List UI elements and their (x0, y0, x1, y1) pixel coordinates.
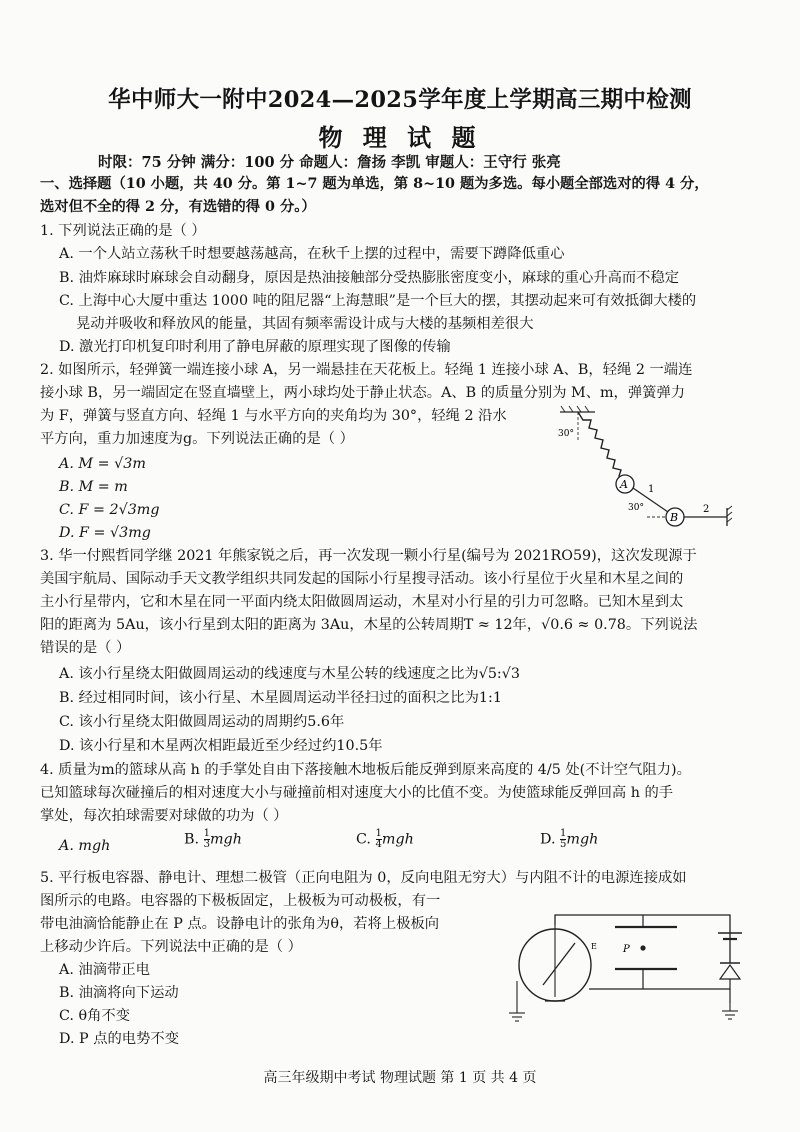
q3-option-a: A. 该小行星绕太阳做圆周运动的线速度与木星公转的线速度之比为√5:√3 (59, 666, 520, 682)
q4-option-d (540, 829, 598, 850)
e-label: E (591, 942, 597, 951)
q4-option-a: A. mgh (59, 838, 111, 854)
page-footer: 高三年级期中考试 物理试题 第 1 页 共 4 页 (263, 1070, 537, 1086)
rope-1-label: 1 (648, 484, 655, 495)
q2-spring-balls-figure (555, 400, 745, 535)
q4-option-b-num: 1 (203, 828, 210, 839)
electrometer-needle (543, 943, 575, 985)
q1-option-b: B. 油炸麻球时麻球会自动翻身，原因是热油接触部分受热膨胀密度变小，麻球的重心升高而不稳定 (59, 270, 680, 286)
q4-stem-line3: 掌处，每次拍球需要对球做的功为（ ） (40, 808, 288, 824)
q3-stem-line2: 美国宇航局、国际动手天文教学组织共同发起的国际小行星搜寻活动。该小行星位于火星和木星之间的 (40, 571, 684, 587)
q5-option-d: D. P 点的电势不变 (59, 1031, 179, 1047)
q5-option-b: B. 油滴将向下运动 (59, 985, 179, 1001)
ceiling-hatch (561, 406, 589, 412)
q5-stem-line3: 带电油滴恰能静止在 P 点。设静电计的张角为θ，若将上极板向 (40, 916, 440, 932)
wall-hatch (727, 506, 732, 522)
q4-stem-line2: 已知篮球每次碰撞后的相对速度大小与碰撞前相对速度大小的比值不变。为使篮球能反弹回高 h 的手 (40, 785, 674, 801)
q1-stem: 1. 下列说法正确的是（ ） (40, 223, 206, 239)
q4-option-b-tail: mgh (209, 831, 242, 848)
q3-option-d: D. 该小行星和木星两次相距最近至少经过约10.5年 (59, 738, 383, 754)
point-p-label: P (623, 944, 630, 955)
bottom-wire (589, 979, 730, 989)
q5-stem-line1: 5. 平行板电容器、静电计、理想二极管（正向电阻为 0，反向电阻无穷大）与内阻不计的电源连接成如 (40, 870, 687, 886)
oil-drop-point (640, 945, 645, 950)
q4-option-b-label: B. (184, 831, 200, 848)
q4-option-b (184, 829, 242, 850)
q1-option-c-line2: 晃动并吸收和释放风的能量，其固有频率需设计成与大楼的基频相差很大 (76, 316, 534, 332)
q4-option-d-tail: mgh (566, 831, 599, 848)
q4-option-b-den: 3 (203, 839, 210, 850)
ground-left (509, 981, 525, 1021)
q1-option-a: A. 一个人站立荡秋千时想要越荡越高，在秋千上摆的过程中，需要下蹲降低重心 (59, 246, 565, 262)
angle-rope-label: 30° (628, 503, 644, 513)
ball-b-label: B (670, 511, 679, 524)
q4-stem-line1: 4. 质量为m的篮球从高 h 的手掌处自由下落接触木地板后能反弹到原来高度的 4/5 处(不计空气阻力)。 (40, 762, 691, 778)
exam-meta: 时限：75 分钟 满分：100 分 命题人：詹扬 李凯 审题人：王守行 张亮 (98, 154, 561, 171)
q3-stem-line1: 3. 华一付熙哲同学继 2021 年熊家锐之后，再一次发现一颗小行星(编号为 2021RO59)，这次发现源于 (40, 548, 697, 564)
q5-stem-line4: 上移动少许后。下列说法中正确的是（ ） (40, 939, 302, 955)
exam-title: 华中师大一附中2024—2025学年度上学期高三期中检测 (108, 87, 692, 113)
q5-stem-line2: 图所示的电路。电容器的下极板固定，上极板为可动极板，有一 (40, 893, 441, 909)
q1-option-d: D. 激光打印机复印时利用了静电屏蔽的原理实现了图像的传输 (59, 339, 451, 355)
q3-stem-line4: 阳的距离为 5Au，该小行星到太阳的距离为 3Au，木星的公转周期T ≈ 12年，√0.6 ≈ 0.78。下列说法 (40, 617, 698, 633)
diode-triangle (720, 965, 740, 979)
q5-option-c: C. θ角不变 (59, 1008, 131, 1024)
spring (578, 412, 625, 484)
q4-option-c-tail: mgh (381, 831, 414, 848)
rope-2-label: 2 (703, 504, 710, 515)
q2-stem-line2: 接小球 B，另一端固定在竖直墙壁上，两小球均处于静止状态。A、B 的质量分别为 M、m，弹簧弹力 (40, 385, 686, 401)
q2-stem-line3: 为 F，弹簧与竖直方向、轻绳 1 与水平方向的夹角均为 30°，轻绳 2 沿水 (40, 408, 507, 424)
ground-right (722, 1003, 738, 1019)
q4-option-c-label: C. (356, 831, 371, 848)
q2-stem-line1: 2. 如图所示，轻弹簧一端连接小球 A，另一端悬挂在天花板上。轻绳 1 连接小球 A、B，轻绳 2 一端连 (40, 362, 693, 378)
angle-spring-label: 30° (558, 429, 574, 439)
subject-title: 物 理 试 题 (318, 123, 482, 152)
section-instructions-line2: 选对但不全的得 2 分，有选错的得 0 分。） (40, 199, 316, 215)
q3-stem-line3: 主小行星带内，它和木星在同一平面内绕太阳做圆周运动，木星对小行星的引力可忽略。已知木星到太 (40, 594, 684, 610)
q4-option-d-label: D. (540, 831, 556, 848)
q2-stem-line4: 平方向，重力加速度为g。下列说法正确的是（ ） (40, 431, 354, 447)
q4-option-c (356, 829, 414, 850)
q2-option-c: C. F = 2√3mg (59, 502, 160, 518)
q2-option-b: B. M = m (59, 479, 128, 495)
q4-option-c-num: 1 (375, 828, 382, 839)
q5-circuit-figure (505, 903, 760, 1028)
q3-option-b: B. 经过相同时间，该小行星、木星圆周运动半径扫过的面积之比为1:1 (59, 690, 502, 706)
q2-option-a: A. M = √3m (59, 456, 146, 472)
q3-option-c: C. 该小行星绕太阳做圆周运动的周期约5.6年 (59, 714, 345, 730)
q2-option-d: D. F = √3mg (59, 525, 151, 541)
q5-option-a: A. 油滴带正电 (59, 962, 150, 978)
q4-option-d-den: 5 (560, 839, 567, 850)
q3-stem-line5: 错误的是（ ） (40, 640, 131, 656)
q1-option-c-line1: C. 上海中心大厦中重达 1000 吨的阻尼器“上海慧眼”是一个巨大的摆，其摆动起来可有效抵御大楼的 (59, 293, 697, 309)
q4-option-d-num: 1 (560, 828, 567, 839)
ball-a-label: A (620, 478, 628, 491)
q4-option-c-den: 4 (375, 839, 382, 850)
section-instructions-line1: 一、选择题（10 小题，共 40 分。第 1~7 题为单选，第 8~10 题为多选。每小题全部选对的得 4 分， (40, 176, 709, 192)
